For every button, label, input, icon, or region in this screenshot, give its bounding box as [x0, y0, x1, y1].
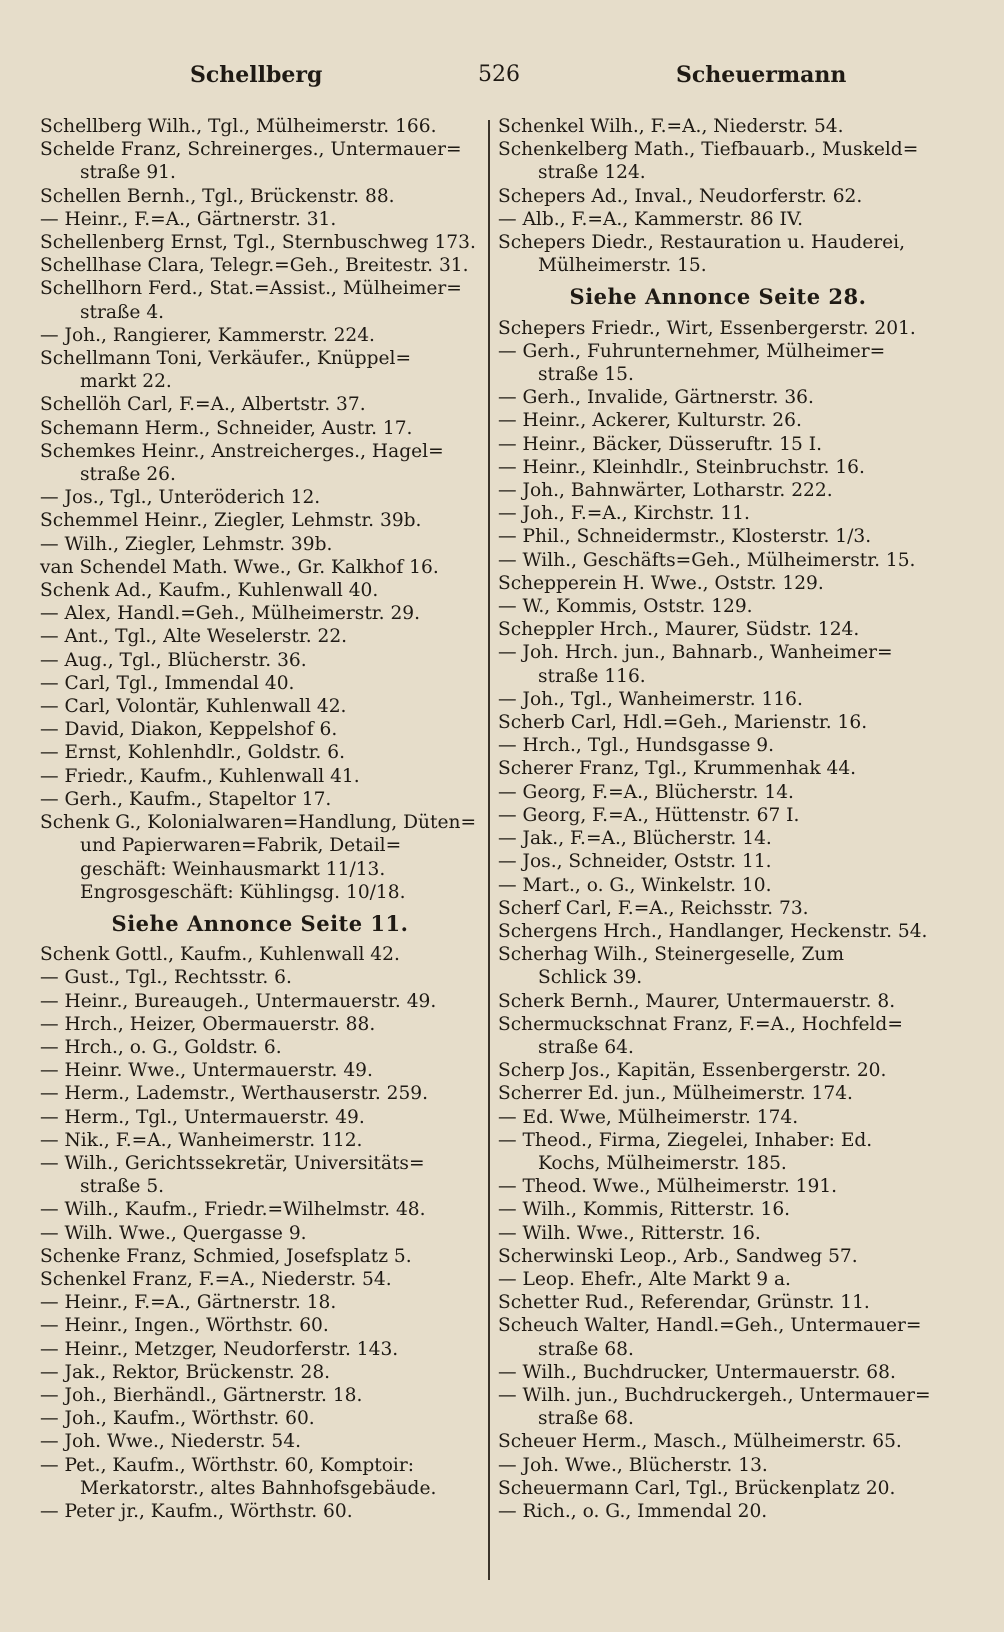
entry-continuation-line: straße 68.	[538, 1338, 634, 1360]
entry-line: — Georg, F.=A., Hüttenstr. 67 I.	[498, 804, 800, 826]
directory-entry	[498, 231, 938, 277]
directory-entry	[40, 672, 480, 695]
directory-entry	[40, 1268, 480, 1291]
entry-line: Schellöh Carl, F.=A., Albertstr. 37.	[40, 394, 366, 416]
directory-entry	[40, 649, 480, 672]
directory-entry	[498, 479, 938, 502]
directory-entry	[498, 1082, 938, 1105]
directory-entry	[498, 502, 938, 525]
directory-entry	[40, 347, 480, 393]
entry-line: Schenkel Franz, F.=A., Niederstr. 54.	[40, 1268, 392, 1290]
entry-line: — Alb., F.=A., Kammerstr. 86 IV.	[498, 208, 803, 230]
directory-entry	[40, 1129, 480, 1152]
entry-line: — Heinr., Metzger, Neudorferstr. 143.	[40, 1338, 399, 1360]
directory-entry	[498, 1314, 938, 1360]
entry-continuation-line: und Papierwaren=Fabrik, Detail=	[80, 835, 402, 857]
entry-line: — Wilh., Kommis, Ritterstr. 16.	[498, 1199, 791, 1221]
directory-entry	[498, 711, 938, 734]
directory-entry	[498, 734, 938, 757]
entry-line: — Wilh., Ziegler, Lehmstr. 39b.	[40, 533, 333, 555]
directory-entry	[498, 208, 938, 231]
entry-line: Schepers Diedr., Restauration u. Hauderei,	[498, 232, 905, 254]
directory-entry	[498, 317, 938, 340]
entry-line: Schemkes Heinr., Anstreicherges., Hagel=	[40, 440, 444, 462]
header-left-keyword: Schellberg	[190, 62, 323, 88]
directory-entry	[40, 1314, 480, 1337]
entry-line: Schellmann Toni, Verkäufer., Knüppel=	[40, 348, 412, 370]
entry-line: Scherrer Ed. jun., Mülheimerstr. 174.	[498, 1083, 853, 1105]
directory-entry	[40, 115, 480, 138]
entry-line: Scherhag Wilh., Steinergeselle, Zum	[498, 944, 844, 966]
directory-entry	[40, 208, 480, 231]
entry-line: — Wilh. Wwe., Quergasse 9.	[40, 1222, 307, 1244]
right-column	[498, 115, 938, 1523]
entry-line: — Heinr., Ingen., Wörthstr. 60.	[40, 1315, 329, 1337]
entry-line: — Rich., o. G., Immendal 20.	[498, 1500, 768, 1522]
entry-continuation-line: straße 124.	[538, 162, 646, 184]
entry-line: Schermuckschnat Franz, F.=A., Hochfeld=	[498, 1013, 903, 1035]
directory-entry	[40, 1082, 480, 1105]
directory-entry	[498, 1013, 938, 1059]
entry-line: Schellhase Clara, Telegr.=Geh., Breitestr. 31.	[40, 255, 469, 277]
directory-entry	[498, 572, 938, 595]
directory-entry	[498, 1500, 938, 1523]
directory-entry	[40, 440, 480, 486]
entry-line: — Heinr., Ackerer, Kulturstr. 26.	[498, 410, 802, 432]
entry-line: — Aug., Tgl., Blücherstr. 36.	[40, 649, 307, 671]
directory-entry	[40, 185, 480, 208]
directory-entry	[498, 641, 938, 687]
directory-entry	[498, 1222, 938, 1245]
entry-line: — Theod. Wwe., Mülheimerstr. 191.	[498, 1176, 838, 1198]
entry-line: Scherk Bernh., Maurer, Untermauerstr. 8.	[498, 990, 896, 1012]
entry-continuation-line: straße 26.	[80, 464, 176, 486]
entry-continuation-line: straße 68.	[538, 1408, 634, 1430]
directory-entry	[40, 533, 480, 556]
directory-entry	[498, 386, 938, 409]
directory-entry	[498, 688, 938, 711]
entry-line: — Mart., o. G., Winkelstr. 10.	[498, 874, 772, 896]
directory-entry	[498, 897, 938, 920]
entry-line: — Ernst, Kohlenhdlr., Goldstr. 6.	[40, 742, 345, 764]
directory-entry	[498, 781, 938, 804]
directory-entry	[40, 1338, 480, 1361]
entry-line: Schergens Hrch., Handlanger, Heckenstr. 54.	[498, 920, 928, 942]
entry-line: — Jos., Tgl., Unteröderich 12.	[40, 487, 321, 509]
directory-entry	[498, 185, 938, 208]
entry-continuation-line: straße 4.	[80, 301, 165, 323]
directory-entry	[498, 138, 938, 184]
entry-line: — Jos., Schneider, Oststr. 11.	[498, 851, 772, 873]
directory-entry	[498, 874, 938, 897]
directory-entry	[498, 433, 938, 456]
column-divider	[488, 120, 490, 1580]
entry-line: — Gerh., Fuhrunternehmer, Mülheimer=	[498, 340, 886, 362]
directory-entry	[40, 788, 480, 811]
directory-entry	[40, 811, 480, 904]
directory-entry	[40, 417, 480, 440]
directory-entry	[40, 1106, 480, 1129]
entry-continuation-line: straße 15.	[538, 364, 634, 386]
entry-line: Schenk G., Kolonialwaren=Handlung, Düten=	[40, 812, 477, 834]
entry-line: — Heinr. Wwe., Untermauerstr. 49.	[40, 1060, 373, 1082]
entry-line: — Joh. Hrch. jun., Bahnarb., Wanheimer=	[498, 642, 893, 664]
directory-entry	[40, 1245, 480, 1268]
directory-entry	[40, 231, 480, 254]
entry-line: — Joh., Tgl., Wanheimerstr. 116.	[498, 688, 803, 710]
entry-line: — Georg, F.=A., Blücherstr. 14.	[498, 781, 794, 803]
directory-entry	[40, 277, 480, 323]
entry-line: Schellen Bernh., Tgl., Brückenstr. 88.	[40, 185, 395, 207]
entry-continuation-line: markt 22.	[80, 371, 172, 393]
directory-entry	[40, 1291, 480, 1314]
directory-entry	[40, 695, 480, 718]
directory-entry	[40, 324, 480, 347]
entry-line: Scheuermann Carl, Tgl., Brückenplatz 20.	[498, 1477, 896, 1499]
entry-line: Schenke Franz, Schmied, Josefsplatz 5.	[40, 1245, 412, 1267]
entry-line: — Heinr., Kleinhdlr., Steinbruchstr. 16.	[498, 456, 865, 478]
entry-continuation-line: Engrosgeschäft: Kühlingsg. 10/18.	[80, 881, 406, 903]
entry-line: — Peter jr., Kaufm., Wörthstr. 60.	[40, 1500, 353, 1522]
entry-line: — Ed. Wwe, Mülheimerstr. 174.	[498, 1106, 799, 1128]
directory-entry	[498, 549, 938, 572]
directory-entry	[498, 409, 938, 432]
entry-line: — Leop. Ehefr., Alte Markt 9 a.	[498, 1268, 791, 1290]
directory-entry	[498, 990, 938, 1013]
page-number: 526	[478, 62, 520, 87]
entry-line: — Jak., F.=A., Blücherstr. 14.	[498, 828, 772, 850]
entry-line: Schellenberg Ernst, Tgl., Sternbuschweg 173.	[40, 232, 476, 254]
directory-entry	[40, 1222, 480, 1245]
directory-entry	[498, 456, 938, 479]
entry-line: — Heinr., F.=A., Gärtnerstr. 18.	[40, 1292, 337, 1314]
directory-entry	[498, 1291, 938, 1314]
entry-line: — Hrch., o. G., Goldstr. 6.	[40, 1036, 282, 1058]
directory-entry	[498, 115, 938, 138]
directory-entry	[498, 1361, 938, 1384]
directory-entry	[40, 625, 480, 648]
entry-line: Schetter Rud., Referendar, Grünstr. 11.	[498, 1292, 870, 1314]
entry-line: — Herm., Tgl., Untermauerstr. 49.	[40, 1106, 365, 1128]
entry-line: — Joh., Bahnwärter, Lotharstr. 222.	[498, 480, 833, 502]
directory-entry	[498, 595, 938, 618]
directory-entry	[498, 827, 938, 850]
entry-line: — Pet., Kaufm., Wörthstr. 60, Komptoir:	[40, 1454, 415, 1476]
entry-line: Schelde Franz, Schreinerges., Untermauer=	[40, 139, 462, 161]
directory-entry	[498, 1268, 938, 1291]
entry-line: Schenkelberg Math., Tiefbauarb., Muskeld=	[498, 139, 919, 161]
entry-line: Scheppler Hrch., Maurer, Südstr. 124.	[498, 619, 860, 641]
entry-line: — Heinr., Bäcker, Düsseruftr. 15 I.	[498, 433, 822, 455]
directory-entry	[40, 741, 480, 764]
entry-line: — Wilh. Wwe., Ritterstr. 16.	[498, 1222, 761, 1244]
entry-line: — Carl, Volontär, Kuhlenwall 42.	[40, 696, 347, 718]
entry-line: — Herm., Lademstr., Werthauserstr. 259.	[40, 1083, 429, 1105]
directory-entry	[40, 602, 480, 625]
directory-entry	[40, 1152, 480, 1198]
directory-entry	[40, 1361, 480, 1384]
entry-continuation-line: straße 116.	[538, 665, 646, 687]
entry-line: — Alex, Handl.=Geh., Mülheimerstr. 29.	[40, 603, 421, 625]
entry-line: — Joh., Rangierer, Kammerstr. 224.	[40, 324, 375, 346]
directory-entry	[40, 509, 480, 532]
directory-entry	[40, 966, 480, 989]
directory-entry	[40, 138, 480, 184]
entry-line: — Hrch., Tgl., Hundsgasse 9.	[498, 735, 775, 757]
directory-entry	[40, 718, 480, 741]
entry-continuation-line: geschäft: Weinhausmarkt 11/13.	[80, 858, 386, 880]
directory-entry	[498, 1430, 938, 1453]
entry-line: — Joh., Kaufm., Wörthstr. 60.	[40, 1408, 315, 1430]
directory-entry	[498, 1129, 938, 1175]
entry-line: — Joh., Bierhändl., Gärtnerstr. 18.	[40, 1384, 363, 1406]
entry-line: — Gust., Tgl., Rechtsstr. 6.	[40, 967, 292, 989]
entry-line: — Gerh., Kaufm., Stapeltor 17.	[40, 788, 332, 810]
entry-line: Schellhorn Ferd., Stat.=Assist., Mülheimer=	[40, 278, 462, 300]
entry-line: — Phil., Schneidermstr., Klosterstr. 1/3.	[498, 526, 872, 548]
advertisement-notice: Siehe Annonce Seite 28.	[569, 284, 867, 310]
entry-line: Schepers Friedr., Wirt, Essenbergerstr. 201.	[498, 317, 916, 339]
entry-line: — Gerh., Invalide, Gärtnerstr. 36.	[498, 387, 814, 409]
entry-line: — Wilh., Buchdrucker, Untermauerstr. 68.	[498, 1361, 896, 1383]
entry-line: Scheuer Herm., Masch., Mülheimerstr. 65.	[498, 1431, 902, 1453]
directory-entry	[40, 579, 480, 602]
entry-line: Schenk Ad., Kaufm., Kuhlenwall 40.	[40, 580, 379, 602]
entry-continuation-line: straße 91.	[80, 162, 176, 184]
directory-entry	[498, 804, 938, 827]
directory-entry	[40, 254, 480, 277]
entry-line: Scherb Carl, Hdl.=Geh., Marienstr. 16.	[498, 712, 868, 734]
entry-line: Scherwinski Leop., Arb., Sandweg 57.	[498, 1245, 858, 1267]
directory-entry	[498, 1454, 938, 1477]
entry-line: — Heinr., Bureaugeh., Untermauerstr. 49.	[40, 990, 437, 1012]
entry-line: — Joh. Wwe., Niederstr. 54.	[40, 1431, 301, 1453]
entry-line: — Wilh., Kaufm., Friedr.=Wilhelmstr. 48.	[40, 1199, 426, 1221]
directory-entry	[40, 393, 480, 416]
directory-entry	[40, 1198, 480, 1221]
directory-entry	[498, 850, 938, 873]
entry-continuation-line: Schlick 39.	[538, 967, 643, 989]
directory-entry	[498, 1106, 938, 1129]
entry-continuation-line: straße 64.	[538, 1036, 634, 1058]
directory-entry	[498, 1477, 938, 1500]
entry-line: — Wilh. jun., Buchdruckergeh., Untermauer=	[498, 1384, 931, 1406]
entry-line: — Joh. Wwe., Blücherstr. 13.	[498, 1454, 768, 1476]
entry-line: Scherf Carl, F.=A., Reichsstr. 73.	[498, 897, 809, 919]
entry-line: Schenk Gottl., Kaufm., Kuhlenwall 42.	[40, 944, 400, 966]
entry-line: Scheuch Walter, Handl.=Geh., Untermauer=	[498, 1315, 922, 1337]
entry-line: — Wilh., Geschäfts=Geh., Mülheimerstr. 15.	[498, 549, 916, 571]
entry-line: — Joh., F.=A., Kirchstr. 11.	[498, 503, 750, 525]
entry-line: — Hrch., Heizer, Obermauerstr. 88.	[40, 1013, 376, 1035]
entry-line: — Ant., Tgl., Alte Weselerstr. 22.	[40, 626, 348, 648]
directory-entry	[40, 765, 480, 788]
header-right-keyword: Scheuermann	[676, 62, 847, 88]
directory-entry	[498, 920, 938, 943]
directory-entry	[498, 618, 938, 641]
entry-line: Schepers Ad., Inval., Neudorferstr. 62.	[498, 185, 863, 207]
entry-line: — Carl, Tgl., Immendal 40.	[40, 672, 295, 694]
entry-line: — Friedr., Kaufm., Kuhlenwall 41.	[40, 765, 360, 787]
directory-entry	[498, 757, 938, 780]
left-column	[40, 115, 480, 1523]
entry-line: — Nik., F.=A., Wanheimerstr. 112.	[40, 1129, 363, 1151]
directory-entry	[498, 1384, 938, 1430]
entry-line: Schellberg Wilh., Tgl., Mülheimerstr. 166.	[40, 116, 437, 137]
directory-entry	[498, 1175, 938, 1198]
directory-entry	[498, 1059, 938, 1082]
entry-continuation-line: Merkatorstr., altes Bahnhofsgebäude.	[80, 1477, 437, 1499]
entry-continuation-line: Kochs, Mülheimerstr. 185.	[538, 1152, 787, 1174]
entry-line: — Heinr., F.=A., Gärtnerstr. 31.	[40, 208, 337, 230]
entry-line: — Wilh., Gerichtssekretär, Universitäts=	[40, 1152, 425, 1174]
directory-entry	[498, 1198, 938, 1221]
entry-line: Scherer Franz, Tgl., Krummenhak 44.	[498, 758, 857, 780]
entry-line: Schenkel Wilh., F.=A., Niederstr. 54.	[498, 116, 844, 137]
directory-entry	[40, 1384, 480, 1407]
directory-entry	[40, 1500, 480, 1523]
directory-entry	[40, 1059, 480, 1082]
directory-entry	[40, 1430, 480, 1453]
advertisement-notice: Siehe Annonce Seite 11.	[111, 910, 409, 936]
entry-line: Schepperein H. Wwe., Oststr. 129.	[498, 572, 824, 594]
directory-entry	[40, 486, 480, 509]
directory-entry	[498, 1245, 938, 1268]
entry-line: — Jak., Rektor, Brückenstr. 28.	[40, 1361, 331, 1383]
directory-entry	[40, 1013, 480, 1036]
entry-continuation-line: straße 5.	[80, 1176, 165, 1198]
entry-line: — David, Diakon, Keppelshof 6.	[40, 719, 338, 741]
entry-line: van Schendel Math. Wwe., Gr. Kalkhof 16.	[40, 556, 439, 578]
directory-entry	[40, 1036, 480, 1059]
entry-line: — W., Kommis, Oststr. 129.	[498, 596, 753, 618]
directory-entry	[40, 556, 480, 579]
directory-entry	[498, 943, 938, 989]
directory-entry	[40, 990, 480, 1013]
entry-continuation-line: Mülheimerstr. 15.	[538, 255, 707, 277]
entry-line: — Theod., Firma, Ziegelei, Inhaber: Ed.	[498, 1129, 873, 1151]
entry-line: Scherp Jos., Kapitän, Essenbergerstr. 20.	[498, 1060, 887, 1082]
directory-entry	[40, 1407, 480, 1430]
directory-entry	[498, 340, 938, 386]
directory-entry	[40, 1454, 480, 1500]
entry-line: Schemann Herm., Schneider, Austr. 17.	[40, 417, 413, 439]
entry-line: Schemmel Heinr., Ziegler, Lehmstr. 39b.	[40, 510, 422, 532]
directory-entry	[40, 943, 480, 966]
directory-entry	[498, 525, 938, 548]
page-header	[40, 62, 964, 98]
